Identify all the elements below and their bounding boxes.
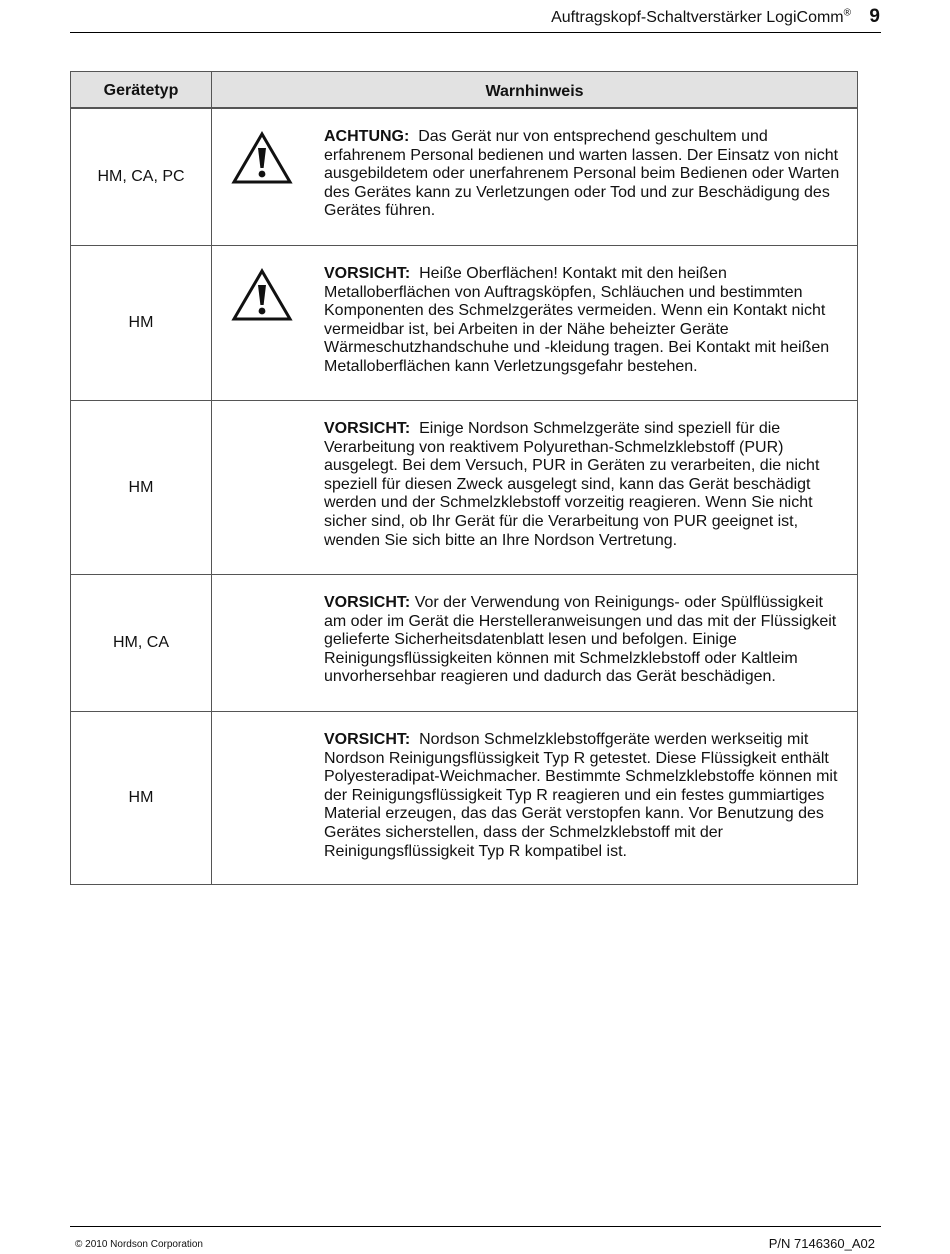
- device-type-cell: HM: [71, 246, 212, 401]
- table-header-row: [71, 72, 858, 109]
- table-row: [71, 246, 858, 401]
- registered-mark: ®: [843, 7, 851, 19]
- warning-text: [324, 594, 849, 687]
- column-header-device-type: Gerätetyp: [71, 72, 212, 109]
- warning-cell: [212, 401, 858, 575]
- table-row: [71, 712, 858, 885]
- warning-triangle-icon: [231, 268, 293, 322]
- device-type-cell: HM, CA, PC: [71, 108, 212, 246]
- table-row: [71, 575, 858, 712]
- signal-word: VORSICHT:: [324, 265, 411, 282]
- signal-word: VORSICHT:: [324, 594, 411, 611]
- warning-cell: [212, 246, 858, 401]
- signal-word: VORSICHT:: [324, 731, 411, 748]
- page-footer: [70, 1226, 881, 1251]
- table-row: [71, 401, 858, 575]
- warning-message: Einige Nordson Schmelzgeräte sind speziell für die Verarbeitung von reaktivem Polyurethan-Schmelzklebstoff (PUR) ausgelegt. Bei dem Versuch, PUR in Geräten zu verarbeiten, die nicht speziell für diesen Zweck ausgelegt sind, kann das Gerät beschädigt werden und der Schmelzklebstoff vorzeitig reagieren. Wenn Sie nicht sicher sind, ob Ihr Gerät für die Verarbeitung von PUR geeignet ist, wenden Sie sich bitte an Ihre Nordson Vertretung.: [324, 420, 820, 549]
- warning-cell: [212, 108, 858, 246]
- warning-cell: [212, 575, 858, 712]
- header-title: [551, 8, 851, 28]
- warning-message: Das Gerät nur von entsprechend geschultem und erfahrenem Personal bedienen und warten lassen. Der Einsatz von nicht ausgebildetem oder unerfahrenem Personal beim Bedienen oder Warten des Gerätes kann zu Verletzungen oder Tod und zur Beschädigung des Gerätes führen.: [324, 128, 840, 220]
- warning-text: [324, 420, 849, 550]
- table-row: [71, 108, 858, 246]
- column-header-warning: Warnhinweis: [212, 72, 858, 109]
- page-number: 9: [869, 6, 880, 27]
- part-number: P/N 7146360_A02: [768, 1236, 875, 1251]
- warning-text: [324, 128, 849, 221]
- warning-text: [324, 265, 849, 377]
- page-header: [70, 0, 881, 33]
- device-type-cell: HM, CA: [71, 575, 212, 712]
- warning-cell: [212, 712, 858, 885]
- warning-message: Vor der Verwendung von Reinigungs- oder Spülflüssigkeit am oder im Gerät die Herstelleranweisungen und das mit der Flüssigkeit gelieferte Sicherheitsdatenblatt lesen und befolgen. Einige Reinigungsflüssigkeiten können mit Schmelzklebstoff oder Kaltleim unvorhersehbar reagieren und dadurch das Gerät beschädigen.: [324, 594, 837, 686]
- warning-table: [70, 71, 858, 885]
- device-type-cell: HM: [71, 401, 212, 575]
- header-title-text: Auftragskopf-Schaltverstärker LogiComm: [551, 9, 844, 26]
- copyright-notice: © 2010 Nordson Corporation: [75, 1239, 203, 1250]
- signal-word: VORSICHT:: [324, 420, 411, 437]
- warning-message: Nordson Schmelzklebstoffgeräte werden werkseitig mit Nordson Reinigungsflüssigkeit Typ R getestet. Diese Flüssigkeit enthält Polyesteradipat-Weichmacher. Bestimmte Schmelzklebstoffe können mit der Reinigungsflüssigkeit Typ R reagieren und ein festes gummiartiges Material erzeugen, das das Gerät verstopfen kann. Vor Benutzung des Gerätes sicherstellen, dass der Schmelzklebstoff mit der Reinigungsflüssigkeit Typ R kompatibel ist.: [324, 731, 838, 860]
- signal-word: ACHTUNG:: [324, 128, 410, 145]
- device-type-cell: HM: [71, 712, 212, 885]
- warning-text: [324, 731, 849, 861]
- warning-message: Heiße Oberflächen! Kontakt mit den heißen Metalloberflächen von Auftragsköpfen, Schläuchen und bestimmten Komponenten des Schmelzgerätes vermeiden. Wenn ein Kontakt nicht vermeidbar ist, bei Arbeiten in der Nähe beheizter Geräte Wärmeschutzhandschuhe und -kleidung tragen. Bei Kontakt mit heißen Metalloberflächen kann Verletzungsgefahr bestehen.: [324, 265, 830, 375]
- warning-triangle-icon: [231, 131, 293, 185]
